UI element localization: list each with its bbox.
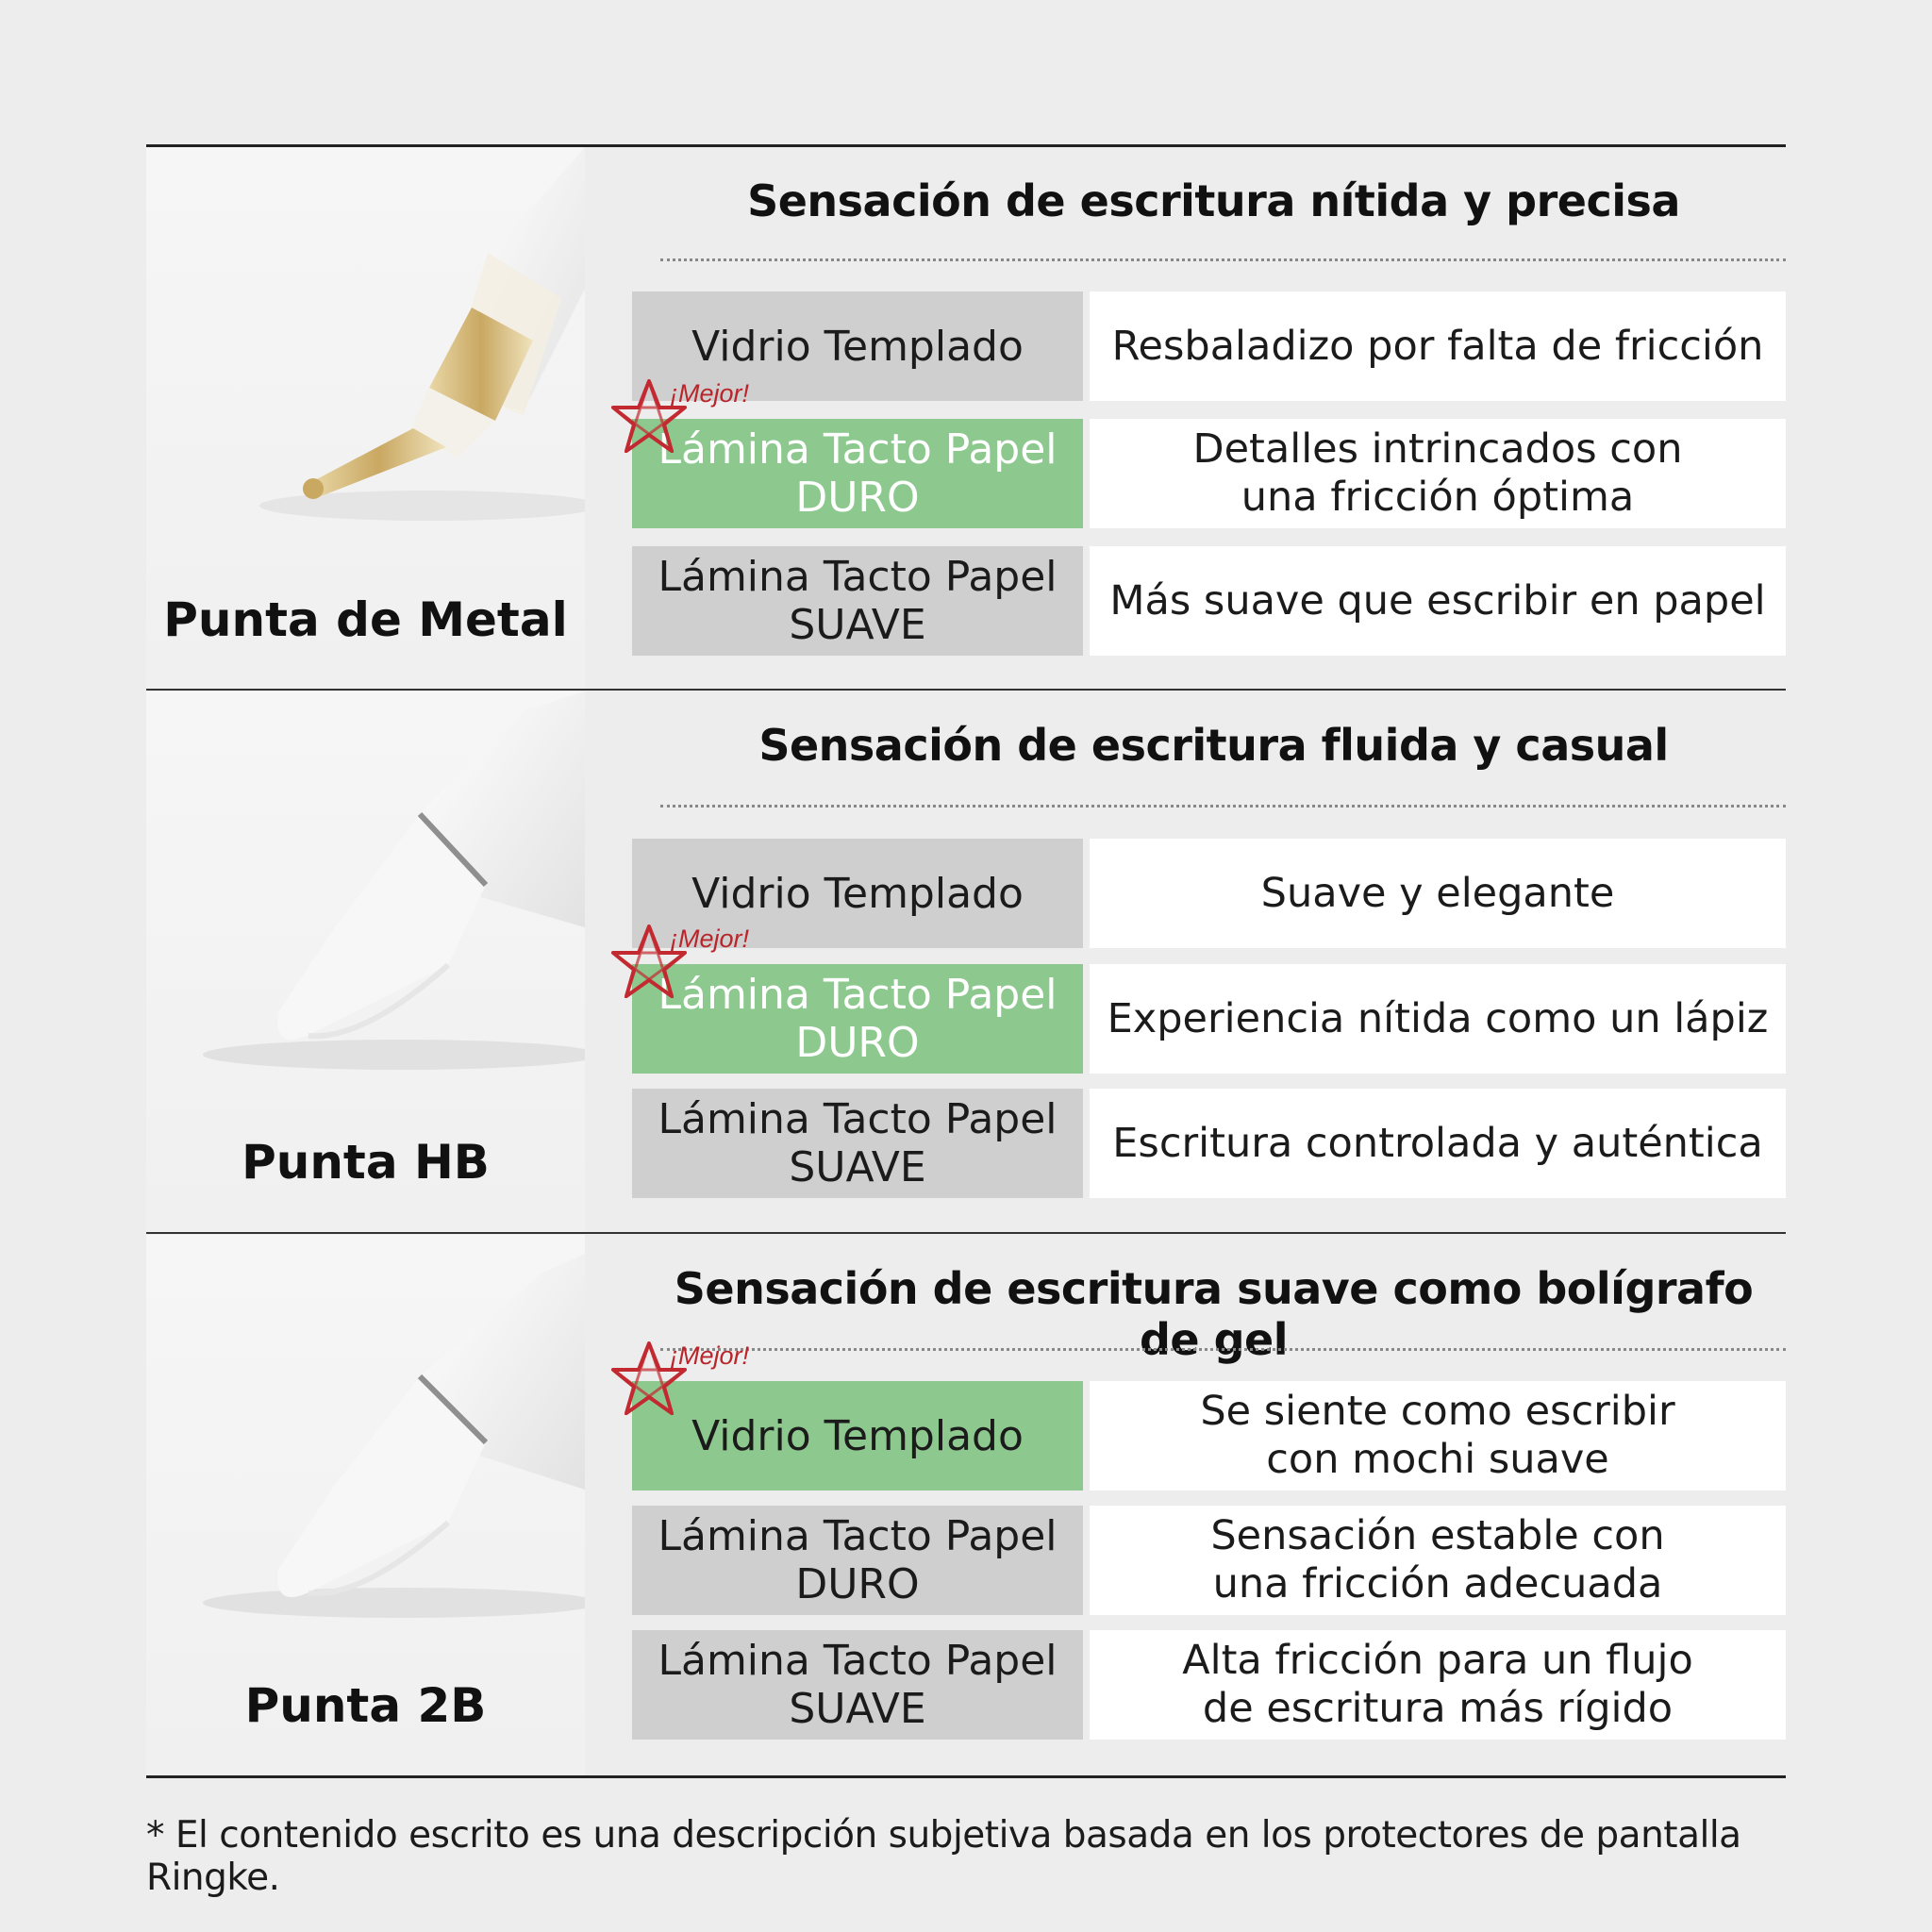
- comparison-row: [632, 1630, 1786, 1740]
- description-line: de escritura más rígido: [1202, 1685, 1674, 1732]
- surface-line: Lámina Tacto Papel: [658, 1095, 1058, 1143]
- section-title: Sensación de escritura nítida y precisa: [747, 175, 1680, 226]
- surface-line: Lámina Tacto Papel: [658, 971, 1058, 1019]
- description-cell: [1090, 1630, 1786, 1740]
- tip-label: Punta HB: [242, 1135, 490, 1190]
- best-badge: [611, 1340, 781, 1424]
- description-cell: [1090, 839, 1786, 948]
- description-line: Detalles intrincados con: [1192, 425, 1683, 473]
- description-line: Resbaladizo por falta de fricción: [1111, 322, 1764, 370]
- description-line: Sensación estable con: [1210, 1512, 1665, 1559]
- footnote: * El contenido escrito es una descripción subjetiva basada en los protectores de pantalla Ringke.: [146, 1814, 1741, 1899]
- comparison-row: [632, 1089, 1786, 1198]
- comparison-row-best: [632, 1341, 1786, 1491]
- surface-cell: [632, 1089, 1083, 1198]
- description-cell: [1090, 546, 1786, 656]
- surface-line: SUAVE: [789, 601, 926, 649]
- description-line: Escritura controlada y auténtica: [1112, 1119, 1763, 1167]
- dotted-divider: [660, 1348, 1786, 1351]
- surface-line: DURO: [795, 1560, 920, 1608]
- surface-line: Lámina Tacto Papel: [658, 1637, 1058, 1685]
- surface-cell: [632, 1506, 1083, 1615]
- dotted-divider: [660, 258, 1786, 261]
- description-line: con mochi suave: [1266, 1436, 1609, 1483]
- best-label: ¡Mejor!: [670, 924, 750, 953]
- section-2b: [146, 1235, 1786, 1775]
- bottom-rule: [146, 1775, 1786, 1778]
- description-cell: [1090, 964, 1786, 1074]
- surface-line: Lámina Tacto Papel: [658, 425, 1058, 474]
- best-label: ¡Mejor!: [670, 379, 750, 408]
- best-badge: [611, 923, 781, 1008]
- description-line: Suave y elegante: [1260, 869, 1615, 917]
- surface-line: Lámina Tacto Papel: [658, 1512, 1058, 1560]
- surface-line: DURO: [795, 474, 920, 522]
- surface-line: SUAVE: [789, 1143, 926, 1191]
- section-divider-2: [146, 1232, 1786, 1234]
- surface-line: Vidrio Templado: [691, 869, 1024, 918]
- section-title: Sensación de escritura suave como bolígrafo de gel: [674, 1263, 1754, 1365]
- dotted-divider: [660, 805, 1786, 808]
- description-line: Más suave que escribir en papel: [1109, 576, 1766, 625]
- description-cell: [1090, 1089, 1786, 1198]
- description-line: Alta fricción para un flujo: [1182, 1637, 1693, 1684]
- surface-line: Vidrio Templado: [691, 1411, 1024, 1460]
- description-line: una fricción adecuada: [1212, 1560, 1663, 1607]
- description-line: una fricción óptima: [1241, 474, 1635, 521]
- section-title: Sensación de escritura fluida y casual: [758, 720, 1669, 771]
- description-cell: [1090, 1381, 1786, 1491]
- comparison-row: [632, 1506, 1786, 1615]
- description-line: Experiencia nítida como un lápiz: [1107, 994, 1769, 1042]
- comparison-row: [632, 839, 1786, 948]
- surface-line: Vidrio Templado: [691, 322, 1024, 371]
- surface-cell: [632, 1630, 1083, 1740]
- tip-label: Punta de Metal: [163, 592, 568, 647]
- description-cell: [1090, 419, 1786, 528]
- surface-line: Lámina Tacto Papel: [658, 553, 1058, 601]
- surface-cell: [632, 546, 1083, 656]
- best-badge: [611, 377, 781, 462]
- tip-label: Punta 2B: [244, 1678, 487, 1733]
- section-hb: [146, 691, 1786, 1232]
- comparison-row-best: [632, 924, 1786, 1074]
- comparison-row-best: [632, 379, 1786, 528]
- surface-line: DURO: [795, 1019, 920, 1067]
- section-divider-1: [146, 689, 1786, 691]
- surface-line: SUAVE: [789, 1685, 926, 1733]
- comparison-row: [632, 546, 1786, 656]
- comparison-row: [632, 291, 1786, 401]
- section-metal: [146, 147, 1786, 689]
- description-line: Se siente como escribir: [1200, 1388, 1675, 1435]
- description-cell: [1090, 1506, 1786, 1615]
- description-cell: [1090, 291, 1786, 401]
- best-label: ¡Mejor!: [670, 1341, 750, 1370]
